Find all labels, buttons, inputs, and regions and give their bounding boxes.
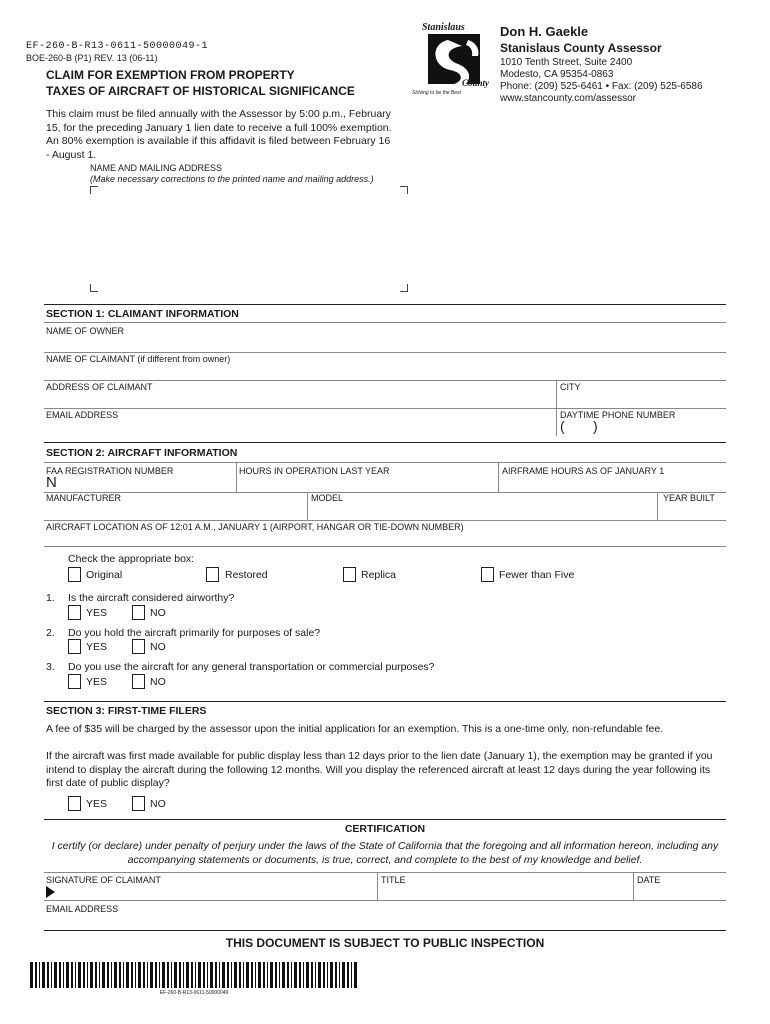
phone-paren-open: ( <box>560 418 565 434</box>
claimant-name-field[interactable] <box>44 364 726 380</box>
email-label: EMAIL ADDRESS <box>46 410 119 420</box>
logo-bottom-text: County <box>462 78 490 88</box>
question1-number: 1. <box>46 592 55 604</box>
form-title-line2: TAXES OF AIRCRAFT OF HISTORICAL SIGNIFICANCE <box>46 84 355 98</box>
title-label: TITLE <box>381 875 406 885</box>
certification-email-label: EMAIL ADDRESS <box>46 904 119 914</box>
filing-instructions: This claim must be filed annually with the Assessor by 5:00 p.m., February 15, for the preceding January 1 lien date to receive a full 100% exemption. An 80% exemption is available if this affidavit is filed between February 16 - August 1. <box>46 108 392 161</box>
question2-no-checkbox[interactable] <box>132 639 145 654</box>
signature-field[interactable] <box>58 884 374 900</box>
faa-registration-field[interactable] <box>58 476 234 492</box>
title-field[interactable] <box>378 884 632 900</box>
replica-label: Replica <box>361 569 397 581</box>
question1-no-checkbox[interactable] <box>132 605 145 620</box>
barcode-text: EF-260-B-R13-0611-50000049 <box>159 990 229 996</box>
section1-title: SECTION 1: CLAIMANT INFORMATION <box>46 308 239 320</box>
owner-name-field[interactable] <box>44 336 726 352</box>
question1-no-label: NO <box>150 607 166 619</box>
question2-text: Do you hold the aircraft primarily for purposes of sale? <box>68 627 321 639</box>
display-yes-label: YES <box>86 798 108 810</box>
manufacturer-field[interactable] <box>44 503 306 519</box>
display-no-checkbox[interactable] <box>132 796 145 811</box>
daytime-phone-field[interactable] <box>602 420 724 436</box>
certification-email-field[interactable] <box>44 914 726 928</box>
certification-statement: I certify (or declare) under penalty of perjury under the laws of the State of California that the foregoing and all information hereon, including any accompanying statements or documents, is true, correct, and complete to the best of my knowledge and belief. <box>51 840 719 866</box>
model-label: MODEL <box>311 493 344 503</box>
claimant-address-label: ADDRESS OF CLAIMANT <box>46 382 153 392</box>
airframe-hours-field[interactable] <box>499 476 725 492</box>
form-code: EF-260-B-R13-0611-50000049-1 <box>26 41 209 52</box>
section2-title: SECTION 2: AIRCRAFT INFORMATION <box>46 447 238 459</box>
year-built-label: YEAR BUILT <box>663 493 715 503</box>
county-logo <box>412 22 490 98</box>
check-box-prompt: Check the appropriate box: <box>68 553 195 565</box>
question2-number: 2. <box>46 627 55 639</box>
question2-yes-label: YES <box>86 641 108 653</box>
question2-yes-checkbox[interactable] <box>68 639 81 654</box>
fewer-than-five-label: Fewer than Five <box>499 569 575 581</box>
question1-yes-checkbox[interactable] <box>68 605 81 620</box>
claimant-name-label: NAME OF CLAIMANT (if different from owner) <box>46 354 231 364</box>
fewer-than-five-checkbox[interactable] <box>481 567 494 582</box>
question1-yes-label: YES <box>86 607 108 619</box>
mailing-address-note: (Make necessary corrections to the printed name and mailing address.) <box>90 174 374 184</box>
signature-arrow-icon <box>46 886 55 898</box>
aircraft-location-field[interactable] <box>44 532 726 546</box>
phone-paren-close: ) <box>593 418 598 434</box>
section3-title: SECTION 3: FIRST-TIME FILERS <box>46 705 207 717</box>
aircraft-location-label: AIRCRAFT LOCATION AS OF 12:01 A.M., JANUARY 1 (AIRPORT, HANGAR OR TIE-DOWN NUMBER) <box>46 522 464 532</box>
claimant-address-field[interactable] <box>44 392 554 408</box>
barcode <box>30 962 358 988</box>
hours-operation-label: HOURS IN OPERATION LAST YEAR <box>239 466 390 476</box>
assessor-name: Don H. Gaekle <box>500 24 589 39</box>
mailing-address-box[interactable] <box>90 186 408 292</box>
question3-yes-checkbox[interactable] <box>68 674 81 689</box>
mailing-address-label: NAME AND MAILING ADDRESS <box>90 163 223 173</box>
original-label: Original <box>86 569 123 581</box>
logo-top-text: Stanislaus <box>422 22 465 33</box>
assessor-address1: 1010 Tenth Street, Suite 2400 <box>500 57 633 68</box>
fee-notice: A fee of $35 will be charged by the assessor upon the initial application for an exemption. This is a one-time only, non-refundable fee. <box>46 723 664 735</box>
question1-text: Is the aircraft considered airworthy? <box>68 592 235 604</box>
city-label: CITY <box>560 382 581 392</box>
assessor-phone: Phone: (209) 525-6461 • Fax: (209) 525-6586 <box>500 81 703 92</box>
owner-name-label: NAME OF OWNER <box>46 326 124 336</box>
airframe-hours-label: AIRFRAME HOURS AS OF JANUARY 1 <box>502 466 665 476</box>
manufacturer-label: MANUFACTURER <box>46 493 122 503</box>
assessor-title: Stanislaus County Assessor <box>500 41 662 55</box>
form-title-line1: CLAIM FOR EXEMPTION FROM PROPERTY <box>46 68 295 82</box>
certification-title: CERTIFICATION <box>344 823 426 835</box>
barcode-icon <box>30 962 358 988</box>
assessor-website[interactable]: www.stancounty.com/assessor <box>500 93 636 104</box>
faa-registration-label: FAA REGISTRATION NUMBER <box>46 466 174 476</box>
year-built-field[interactable] <box>658 503 725 519</box>
restored-checkbox[interactable] <box>206 567 219 582</box>
date-label: DATE <box>637 875 661 885</box>
hours-operation-field[interactable] <box>237 476 497 492</box>
display-yes-checkbox[interactable] <box>68 796 81 811</box>
city-field[interactable] <box>557 392 725 408</box>
question3-number: 3. <box>46 661 55 673</box>
restored-label: Restored <box>225 569 268 581</box>
question3-text: Do you use the aircraft for any general transportation or commercial purposes? <box>68 661 435 673</box>
form-revision: BOE-260-B (P1) REV. 13 (06-11) <box>26 53 158 63</box>
public-display-question: If the aircraft was first made available for public display less than 12 days prior to the lien date (January 1), the exemption may be granted if you intend to display the aircraft during the following 12 months. Will you display the referenced aircraft at least 12 days during the year following its first date of public display? <box>46 750 713 789</box>
date-field[interactable] <box>634 884 725 900</box>
signature-label: SIGNATURE OF CLAIMANT <box>46 875 161 885</box>
question3-no-checkbox[interactable] <box>132 674 145 689</box>
logo-tagline: Striving to be the Best <box>412 90 461 96</box>
question3-yes-label: YES <box>86 676 108 688</box>
public-inspection-notice: THIS DOCUMENT IS SUBJECT TO PUBLIC INSPECTION <box>225 936 545 950</box>
question3-no-label: NO <box>150 676 166 688</box>
email-field[interactable] <box>44 420 554 436</box>
question2-no-label: NO <box>150 641 166 653</box>
replica-checkbox[interactable] <box>343 567 356 582</box>
faa-registration-prefix: N <box>46 474 57 491</box>
model-field[interactable] <box>308 503 656 519</box>
display-no-label: NO <box>150 798 166 810</box>
original-checkbox[interactable] <box>68 567 81 582</box>
daytime-phone-label: DAYTIME PHONE NUMBER <box>560 410 676 420</box>
assessor-address2: Modesto, CA 95354-0863 <box>500 69 614 80</box>
